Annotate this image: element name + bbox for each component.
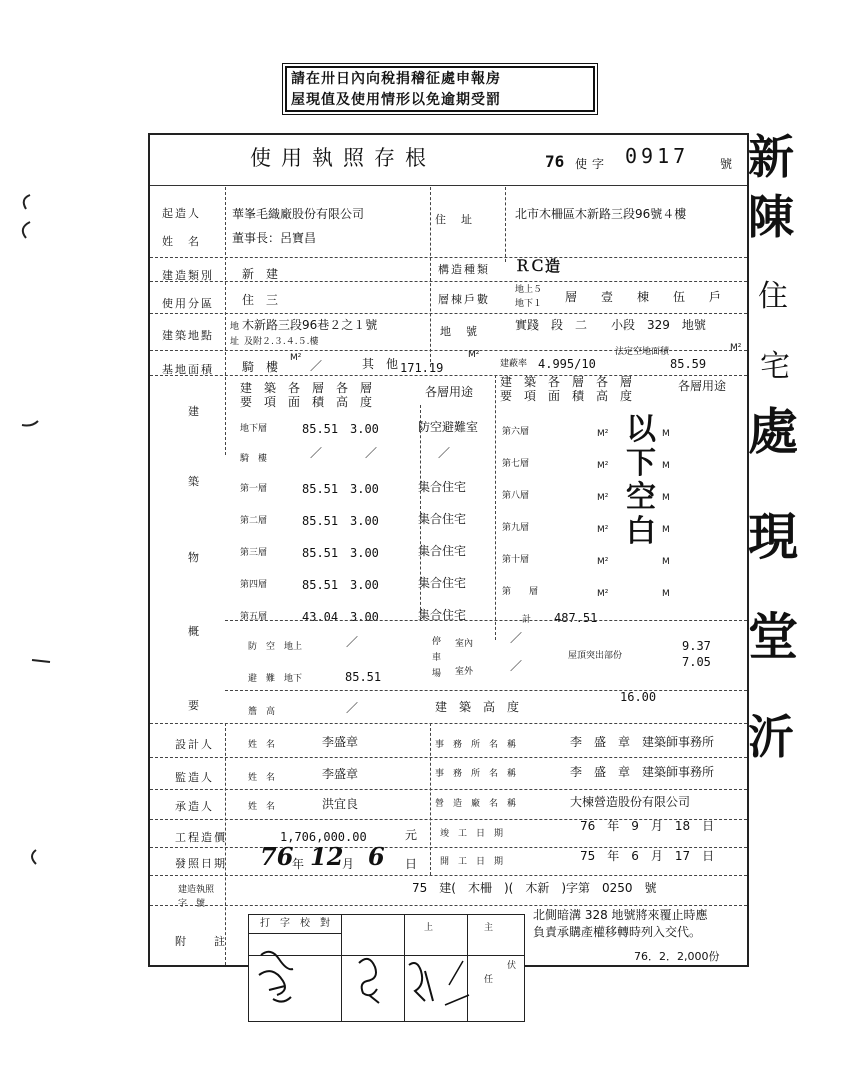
sign-col-3: 伏 (507, 961, 517, 971)
remarks-label: 附 註 (175, 935, 227, 948)
floor-table-head-2: 要 項 面 積 高 度 (240, 395, 373, 409)
floor-row: 第十層 M² M (502, 555, 670, 567)
builder-address: 北市木柵區木新路三段96號４樓 (515, 207, 687, 221)
fragment-char-4: 宅 (760, 349, 790, 384)
floor-area: ／ (310, 446, 323, 460)
open-space-unit: M² (730, 343, 742, 353)
fragment-char-2: 陳 (748, 190, 794, 244)
floor-row (240, 502, 490, 534)
floor-name: 第 層 (502, 587, 539, 597)
cost-label: 工程造價 (175, 831, 227, 844)
floor-name: 第四層 (240, 580, 268, 590)
floor-area: 85.51 (302, 514, 339, 528)
floor-row (240, 410, 490, 440)
form-title: 使用執照存根 (250, 146, 436, 170)
site-prefix-1: 地 (230, 322, 240, 332)
start-date-label: 開 工 日 期 (440, 857, 504, 867)
designer-label: 設計人 (175, 738, 214, 751)
start-date: 75 年 6 月 17 日 (580, 849, 715, 863)
floor-use: 集合住宅 (418, 608, 467, 622)
remark-line-2: 負責承購產權移轉時列入交代。 (533, 925, 702, 939)
floor-row: 第 層 M² M (502, 587, 670, 599)
parking-label-3: 場 (432, 669, 442, 679)
floor-height: 3.00 (350, 610, 379, 624)
side-char-2: 築 (188, 475, 201, 488)
blank-below-handwritten: 以下空白 (626, 412, 656, 549)
designer-name-label: 姓 名 (248, 740, 276, 750)
parking-label-2: 車 (432, 653, 442, 663)
side-char-5: 要 (188, 699, 201, 712)
floor-height: 3.00 (350, 546, 379, 560)
floor-table-head-r1: 建 築 各 層 各 層 (500, 375, 633, 389)
license-year: 76 (545, 152, 565, 171)
permit-label-2: 字 號 (178, 899, 206, 909)
supervisor-office: 李 盛 章 建築師事務所 (570, 765, 715, 779)
floors-summary: 層 壹 棟 伍 戶 (565, 290, 722, 304)
builder-address-label: 住 址 (435, 213, 474, 226)
floor-height: 3.00 (350, 514, 379, 528)
coverage-value: 4.995/10 (538, 357, 596, 371)
floor-total-row (502, 605, 732, 631)
open-space-label: 法定空地面積 (615, 347, 670, 357)
floor-row: 第九層 M² M (502, 523, 670, 535)
permit-value: 75 建( 木柵 )( 木新 )字第 0250 號 (412, 881, 657, 895)
floor-name: 第二層 (240, 516, 268, 526)
floors-above: 地上５ (515, 285, 543, 295)
floor-name: 第三層 (240, 548, 268, 558)
eaves-slash: ／ (346, 701, 359, 715)
floor-row: 第八層 M² M (502, 491, 670, 503)
designer-office: 李 盛 章 建築師事務所 (570, 735, 715, 749)
shelter-below-label: 避 難 地下 (248, 674, 303, 684)
license-hao-char: 號 (720, 157, 733, 171)
supervisor-name: 李盛章 (322, 767, 359, 781)
license-number: 0917 (625, 144, 690, 168)
permit-label-1: 建造執照 (178, 885, 215, 895)
floor-name: 第一層 (240, 484, 268, 494)
print-info: 76．2．2,000份 (634, 950, 720, 963)
sign-col-1: 上 (424, 923, 434, 933)
builder-company: 華峯毛織廠股份有限公司 (232, 207, 365, 221)
floor-use: 集合住宅 (418, 544, 467, 558)
floor-height: ／ (365, 446, 378, 460)
zone-value: 住 三 (242, 293, 279, 307)
fragment-char-3: 住 (758, 279, 788, 314)
site-address-1: 木新路三段96巷２之１號 (242, 318, 378, 332)
notice-line-2: 屋現值及使用情形以免逾期受罰 (291, 92, 501, 108)
zone-label: 使用分區 (162, 297, 214, 310)
side-char-4: 概 (188, 625, 201, 638)
sign-col-2: 主 (484, 923, 494, 933)
floor-name: 第九層 (502, 523, 530, 533)
license-type-char: 使 (575, 157, 588, 171)
lot-value: 實踐 段 二 小段 329 地號 (515, 318, 706, 332)
license-zi-char: 字 (592, 157, 605, 171)
tax-notice-stamp (285, 66, 595, 112)
notice-line-1: 請在卅日內向稅捐稽征處申報房 (291, 71, 501, 87)
floor-name: 第八層 (502, 491, 530, 501)
shelter-above-label: 防 空 地上 (248, 642, 303, 652)
build-height-value: 16.00 (620, 690, 657, 704)
site-address-2: 及附２.３.４.５.樓 (244, 337, 319, 347)
parking-indoor: 室內 (455, 639, 474, 649)
designer-office-label: 事 務 所 名 稱 (435, 740, 517, 750)
roof-label: 屋頂突出部份 (568, 651, 623, 661)
floor-row: 第六層 M² M (502, 427, 670, 439)
fragment-char-8: 沂 (748, 710, 794, 764)
license-form (148, 133, 749, 967)
issue-year-char: 年 (292, 857, 305, 871)
builder-name-label: 姓 名 (162, 235, 201, 248)
floor-use: 防空避難室 (418, 420, 479, 434)
completion-date: 76 年 9 月 18 日 (580, 819, 715, 833)
other-unit: M² (468, 350, 480, 360)
structure-value: ＲＣ造 (515, 257, 561, 275)
floor-name: 地下層 (240, 424, 268, 434)
contractor-label: 承造人 (175, 800, 214, 813)
structure-label: 構造種類 (438, 263, 490, 276)
shelter-above-slash: ／ (346, 635, 359, 649)
signature-scribbles (249, 915, 524, 1021)
floor-height: 3.00 (350, 482, 379, 496)
proofread-header: 打 字 校 對 (249, 915, 342, 934)
lot-label: 地 號 (440, 325, 479, 338)
total-label: 計 (522, 615, 532, 625)
floor-area: 85.51 (302, 546, 339, 560)
floor-row (240, 440, 490, 470)
proofread-box (248, 914, 525, 1022)
floor-area: 43.04 (302, 610, 339, 624)
parking-outdoor-slash: ／ (510, 659, 523, 673)
sign-col-4: 任 (484, 975, 494, 985)
site-label: 建築地點 (162, 329, 214, 342)
floor-use: 集合住宅 (418, 512, 467, 526)
fragment-char-7: 堂 (748, 608, 798, 666)
eaves-label: 簷 高 (248, 707, 276, 717)
roof-area: 9.37 (682, 639, 711, 653)
adjacent-page-fragment (748, 130, 864, 1000)
total-value: 487.51 (554, 611, 598, 625)
parking-outdoor: 室外 (455, 667, 474, 677)
arcade-label: 騎 樓 (242, 360, 279, 374)
floors-below: 地下１ (515, 299, 543, 309)
margin-marks (0, 0, 60, 1077)
floor-table-head-1: 建 築 各 層 各 層 (240, 381, 373, 395)
supervisor-label: 監造人 (175, 771, 214, 784)
designer-name: 李盛章 (322, 735, 359, 749)
floor-name: 第五層 (240, 612, 268, 622)
parking-label-1: 停 (432, 637, 442, 647)
floor-height: 3.00 (350, 578, 379, 592)
floor-name: 第十層 (502, 555, 530, 565)
arcade-slash: ／ (310, 359, 323, 373)
build-type-label: 建造類別 (162, 269, 214, 282)
side-char-1: 建 (188, 405, 201, 418)
issue-day-char: 日 (405, 857, 418, 871)
floor-area: 85.51 (302, 578, 339, 592)
floor-use: 集合住宅 (418, 576, 467, 590)
shelter-below-value: 85.51 (345, 670, 382, 684)
floor-name: 第六層 (502, 427, 530, 437)
issue-year-handwritten: 76 (260, 842, 294, 871)
contractor-firm-label: 營 造 廠 名 稱 (435, 799, 517, 809)
fragment-char-5: 處 (748, 403, 798, 461)
parking-indoor-slash: ／ (510, 631, 523, 645)
supervisor-name-label: 姓 名 (248, 773, 276, 783)
other-label: 其 他 (362, 357, 399, 371)
side-char-3: 物 (188, 551, 201, 564)
floor-use: 集合住宅 (418, 480, 467, 494)
builder-label: 起造人 (162, 207, 201, 220)
issue-date-label: 發照日期 (175, 857, 227, 870)
floor-row (240, 534, 490, 566)
floor-name: 騎 樓 (240, 454, 268, 464)
completion-label: 竣 工 日 期 (440, 829, 504, 839)
open-space-value: 85.59 (670, 357, 707, 371)
floor-table-head-r2: 要 項 面 積 高 度 (500, 389, 633, 403)
fragment-char-1: 新 (748, 130, 794, 184)
cost-unit: 元 (405, 828, 418, 842)
build-type-value: 新 建 (242, 267, 279, 281)
floor-row: 第七層 M² M (502, 459, 670, 471)
floor-row (240, 566, 490, 598)
arcade-unit: M² (290, 353, 302, 363)
roof-height: 7.05 (682, 655, 711, 669)
right-floor-list (502, 413, 732, 631)
builder-chairman: 董事長：呂寶昌 (232, 231, 317, 245)
contractor-name: 洪宜良 (322, 797, 359, 811)
floor-area: 85.51 (302, 422, 339, 436)
floors-label: 層棟戶數 (438, 293, 490, 306)
other-area: 171.19 (400, 361, 444, 375)
supervisor-office-label: 事 務 所 名 稱 (435, 769, 517, 779)
floor-use: ／ (438, 446, 451, 460)
issue-day-handwritten: 6 (368, 842, 385, 871)
build-height-label: 建 築 高 度 (435, 700, 520, 714)
remark-line-1: 北側暗溝 328 地號將來覆止時應 (533, 908, 708, 922)
floor-row (240, 598, 490, 630)
issue-month-handwritten: 12 (310, 842, 344, 871)
floor-height: 3.00 (350, 422, 379, 436)
contractor-firm: 大楝營造股份有限公司 (570, 795, 691, 809)
fragment-char-6: 現 (748, 508, 798, 566)
floor-area: 85.51 (302, 482, 339, 496)
issue-month-char: 月 (342, 857, 355, 871)
site-area-label: 基地面積 (162, 363, 214, 376)
contractor-name-label: 姓 名 (248, 802, 276, 812)
left-floor-list (240, 410, 490, 630)
floor-use-head-right: 各層用途 (678, 379, 727, 393)
floor-use-head: 各層用途 (425, 385, 474, 399)
coverage-label: 建蔽率 (500, 359, 528, 369)
site-prefix-2: 址 (230, 337, 240, 347)
floor-name: 第七層 (502, 459, 530, 469)
cost-value: 1,706,000.00 (280, 830, 367, 844)
floor-row (240, 470, 490, 502)
